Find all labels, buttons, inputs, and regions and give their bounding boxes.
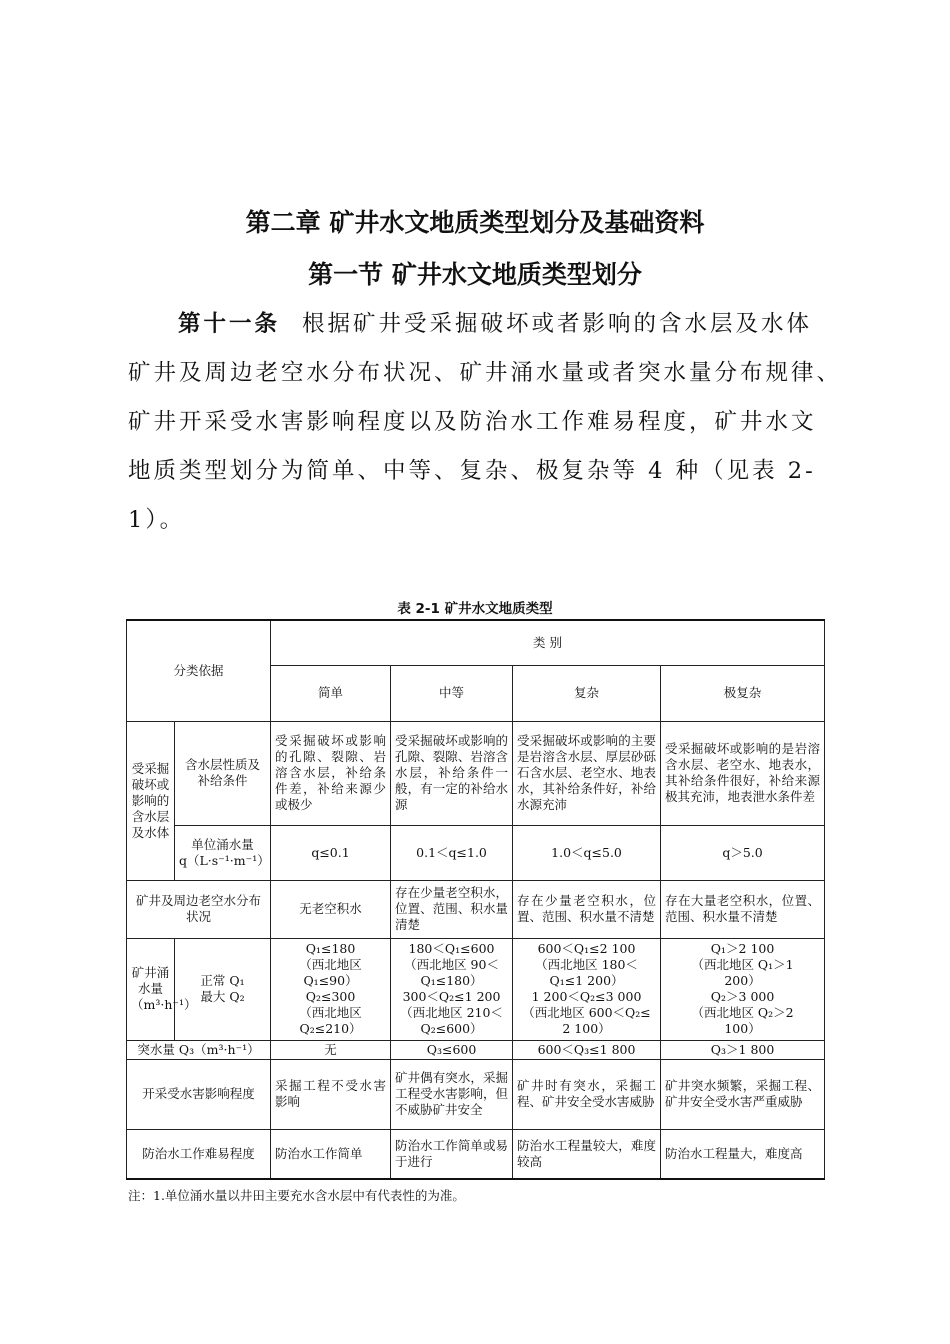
cell-old-simple: 无老空积水 <box>271 880 391 938</box>
cell-inflow-complex: 600＜Q₁≤2 100 （西北地区 180＜ Q₁≤1 200） 1 200＜Q₂≤3 000 （西北地区 600＜Q₂≤ 2 100） <box>513 938 661 1040</box>
cell-inflow-medium: 180＜Q₁≤600 （西北地区 90＜ Q₁≤180） 300＜Q₂≤1 200 （西北地区 210＜ Q₂≤600） <box>391 938 513 1040</box>
paragraph-line-1: 第十一条 根据矿井受采掘破坏或者影响的含水层及水体 <box>128 300 828 349</box>
cell-old-complex: 存在少量老空积水，位置、范围、积水量不清楚 <box>513 880 661 938</box>
hydrogeology-type-table <box>126 619 825 1180</box>
cell-q-simple: q≤0.1 <box>271 825 391 880</box>
section-title: 第一节 矿井水文地质类型划分 <box>308 260 642 289</box>
row-label-aquifer: 含水层性质及补给条件 <box>175 721 271 825</box>
cell-old-medium: 存在少量老空积水，位置、范围、积水量清楚 <box>391 880 513 938</box>
paragraph-line-3: 矿井开采受水害影响程度以及防治水工作难易程度，矿井水文 <box>128 409 817 435</box>
row-label-prevention: 防治水工作难易程度 <box>127 1129 271 1179</box>
header-very-complex: 极复杂 <box>661 665 825 721</box>
row-label-specific-capacity: 单位涌水量 q（L·s⁻¹·m⁻¹） <box>175 825 271 880</box>
header-medium: 中等 <box>391 665 513 721</box>
cell-q-medium: 0.1＜q≤1.0 <box>391 825 513 880</box>
row-label-old-water: 矿井及周边老空水分布状况 <box>127 880 271 938</box>
paragraph-line-2: 矿井及周边老空水分布状况、矿井涌水量或者突水量分布规律、 <box>128 360 843 386</box>
paragraph-line-5: 1）。 <box>128 507 186 533</box>
header-category: 类 别 <box>271 620 825 665</box>
cell-aquifer-complex: 受采掘破坏或影响的主要是岩溶含水层、厚层砂砾石含水层、老空水、地表水，其补给条件好，补给水源充沛 <box>513 721 661 825</box>
cell-q-very-complex: q＞5.0 <box>661 825 825 880</box>
table-caption: 表 2-1 矿井水文地质类型 <box>397 601 553 617</box>
cell-prevention-complex: 防治水工程量较大，难度较高 <box>513 1129 661 1179</box>
cell-prevention-simple: 防治水工作简单 <box>271 1129 391 1179</box>
row-label-burst-water: 突水量 Q₃（m³·h⁻¹） <box>127 1040 271 1059</box>
cell-prevention-medium: 防治水工作简单或易于进行 <box>391 1129 513 1179</box>
cell-aquifer-simple: 受采掘破坏或影响的孔隙、裂隙、岩溶含水层，补给条件差，补给来源少或极少 <box>271 721 391 825</box>
cell-mining-complex: 矿井时有突水，采掘工程、矿井安全受水害威胁 <box>513 1059 661 1129</box>
row-label-mine-inflow: 矿井涌水量（m³·h⁻¹） <box>127 938 175 1040</box>
cell-prevention-very-complex: 防治水工程量大，难度高 <box>661 1129 825 1179</box>
cell-q-complex: 1.0＜q≤5.0 <box>513 825 661 880</box>
cell-aquifer-medium: 受采掘破坏或影响的孔隙、裂隙、岩溶含水层，补给条件一般，有一定的补给水源 <box>391 721 513 825</box>
header-basis: 分类依据 <box>127 620 271 721</box>
cell-burst-complex: 600＜Q₃≤1 800 <box>513 1040 661 1059</box>
cell-inflow-simple: Q₁≤180 （西北地区 Q₁≤90） Q₂≤300 （西北地区 Q₂≤210） <box>271 938 391 1040</box>
article-label: 第十一条 <box>178 311 281 337</box>
article-paragraph <box>128 300 843 545</box>
cell-aquifer-very-complex: 受采掘破坏或影响的是岩溶含水层、老空水、地表水，其补给条件很好，补给来源极其充沛，地表泄水条件差 <box>661 721 825 825</box>
table-note: 注：1.单位涌水量以井田主要充水含水层中有代表性的为准。 <box>128 1188 465 1203</box>
cell-mining-simple: 采掘工程不受水害影响 <box>271 1059 391 1129</box>
paragraph-line-4: 地质类型划分为简单、中等、复杂、极复杂等 4 种（见表 2- <box>128 458 816 484</box>
cell-burst-simple: 无 <box>271 1040 391 1059</box>
chapter-title: 第二章 矿井水文地质类型划分及基础资料 <box>245 208 705 237</box>
cell-mining-very-complex: 矿井突水频繁，采掘工程、矿井安全受水害严重威胁 <box>661 1059 825 1129</box>
group-aquifer-label: 受采掘破坏或影响的含水层及水体 <box>127 721 175 880</box>
row-label-mining-impact: 开采受水害影响程度 <box>127 1059 271 1129</box>
cell-inflow-very-complex: Q₁＞2 100 （西北地区 Q₁＞1 200） Q₂＞3 000 （西北地区 Q₂＞2 100） <box>661 938 825 1040</box>
header-complex: 复杂 <box>513 665 661 721</box>
cell-burst-very-complex: Q₃＞1 800 <box>661 1040 825 1059</box>
row-label-inflow-sub: 正常 Q₁ 最大 Q₂ <box>175 938 271 1040</box>
cell-old-very-complex: 存在大量老空积水，位置、范围、积水量不清楚 <box>661 880 825 938</box>
cell-burst-medium: Q₃≤600 <box>391 1040 513 1059</box>
cell-mining-medium: 矿井偶有突水，采掘工程受水害影响，但不威胁矿井安全 <box>391 1059 513 1129</box>
header-simple: 简单 <box>271 665 391 721</box>
